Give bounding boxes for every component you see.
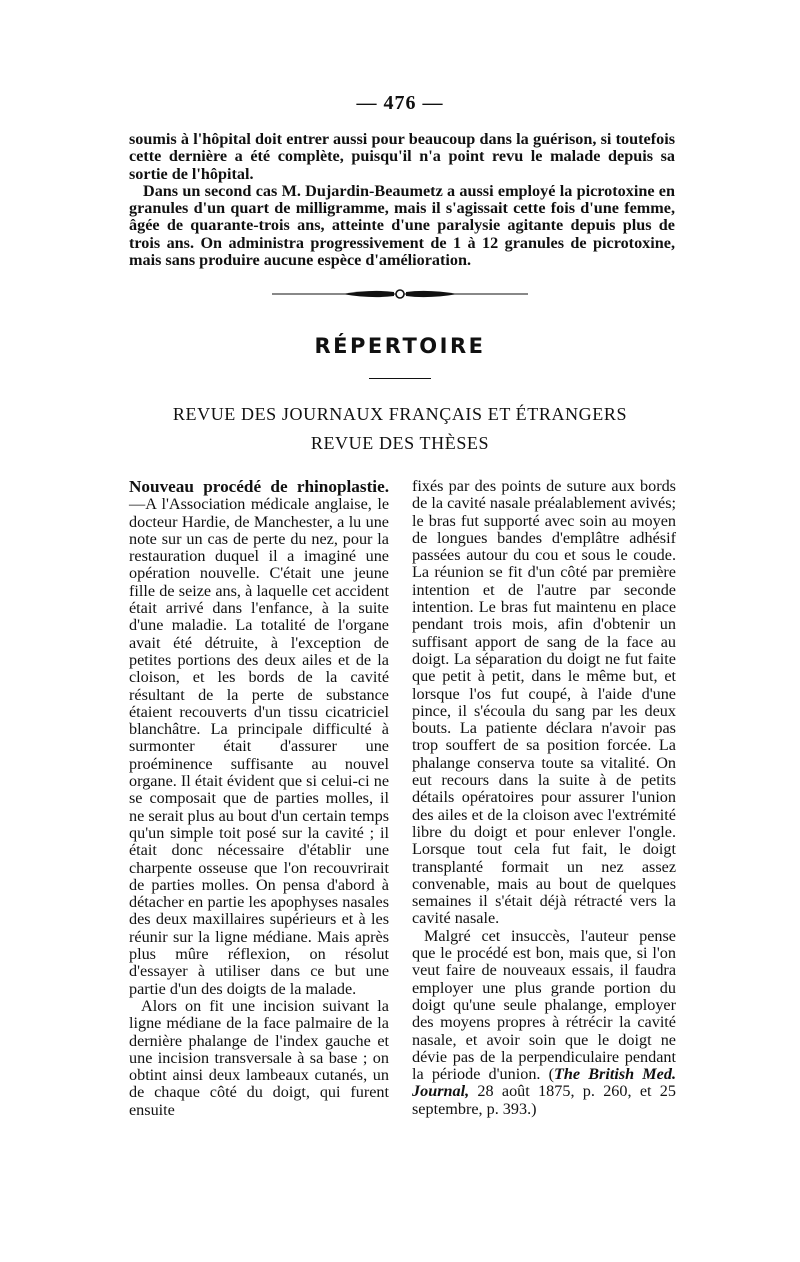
intro-text [129, 131, 675, 269]
left-column [129, 478, 389, 1119]
subtitle-journals: REVUE DES JOURNAUX FRANÇAIS ET ÉTRANGERS [172, 404, 628, 424]
article-paragraph: fixés par des points de suture aux bords de la cavité nasale préalablement avivés; le bras fut supporté avec soin au moyen de longues bandes d'emplâtre adhésif passées autour du cou et sous le coude. La réunion se fit d'un côté par première intention et de l'autre par seconde intention. Le bras fut maintenu en place pendant trois mois, afin d'obtenir un suffisant apport de sang de la face au doigt. La séparation du doigt ne fut faite que petit à petit, dans le même but, et lorsque l'os fut coupé, à l'aide d'une pince, il s'écoula du sang par les deux bouts. La patiente déclara n'avoir pas trop souffert de sa position forcée. La phalange conserva toute sa vitalité. On eut recours dans la suite à de petits détails opératoires pour assurer l'union des ailes et de la cloison avec l'extrémité libre du doigt et pour enlever l'ongle. Lorsque tout cela fut fait, le doigt transplanté formait un nez assez convenable, mais au bout de quelques semaines il s'était déjà rétracté vers la cavité nasale. [412, 477, 676, 928]
ornament-divider [272, 286, 528, 302]
citation-details: 28 août 1875, p. 260, et 25 septembre, p. 393.) [412, 1082, 676, 1118]
title-rule [369, 378, 431, 379]
article-title: Nouveau procédé de rhinoplastie. [129, 477, 389, 496]
intro-paragraph: soumis à l'hôpital doit entrer aussi pour beaucoup dans la guérison, si toutefois cette dernière a été complète, puisqu'il n'a point revu le malade depuis sa sortie de l'hôpital. [129, 130, 675, 183]
citation-journal: The British Med. Journal, [412, 1065, 677, 1101]
article-text: Malgré cet insuccès, l'auteur pense que le procédé est bon, mais que, si l'on veut faire de nouveaux essais, il faudra employer une plus grande portion du doigt qu'une seule phalange, employer des moyens propres à rétrécir la cavité nasale, et avoir soin que le doigt ne dévie pas de la perpendiculaire pendant la période d'union. ( [412, 926, 676, 1084]
intro-paragraph: Dans un second cas M. Dujardin-Beaumetz a aussi employé la picrotoxine en granules d'un quart de milligramme, mais il s'agissait cette fois d'une femme, âgée de quarante-trois ans, atteinte d'une paralysie agitante depuis plus de trois ans. On administra progressivement de 1 à 12 granules de picrotoxine, mais sans produire aucune espèce d'amélioration. [129, 181, 675, 270]
section-title: RÉPERTOIRE [314, 334, 486, 358]
article-text: —A l'Association médicale anglaise, le docteur Hardie, de Manchester, a lu une note sur un cas de perte du nez, pour la restauration duquel il a imaginé une opération nouvelle. C'était une jeune fille de seize ans, à laquelle cet accident était arrivé dans l'enfance, à la suite d'une maladie. La totalité de l'organe avait été détruite, à l'exception de petites portions des deux ailes et de la cloison, et les bords de la cavité résultant de la perte de substance étaient recouverts d'un tissu cicatriciel blanchâtre. La principale difficulté à surmonter était d'assurer une proéminence suffisante au nouvel organe. Il était évident que si celui-ci ne se composait que de parties molles, il ne serait plus au bout d'un certain temps qu'un simple toit posé sur la cavité ; il était donc nécessaire d'établir une charpente osseuse que l'on recouvrirait de parties molles. On pensa d'abord à détacher en partie les apophyses nasales des deux maxillaires supérieurs et à les réunir sur la ligne médiane. Mais après plus mûre réflexion, on résolut d'essayer à utiliser dans ce but une partie d'un des doigts de la malade. [129, 495, 389, 998]
article-paragraph [412, 928, 676, 1118]
subtitle-theses: REVUE DES THÈSES [310, 433, 490, 453]
right-column [412, 478, 676, 1118]
page-number: — 476 — [356, 92, 444, 114]
article-paragraph: Alors on fit une incision suivant la ligne médiane de la face palmaire de la dernière phalange de l'index gauche et une incision transversale à sa base ; on obtint ainsi deux lambeaux cutanés, un de chaque côté du doigt, qui furent ensuite [129, 996, 389, 1119]
article-paragraph [129, 478, 389, 998]
